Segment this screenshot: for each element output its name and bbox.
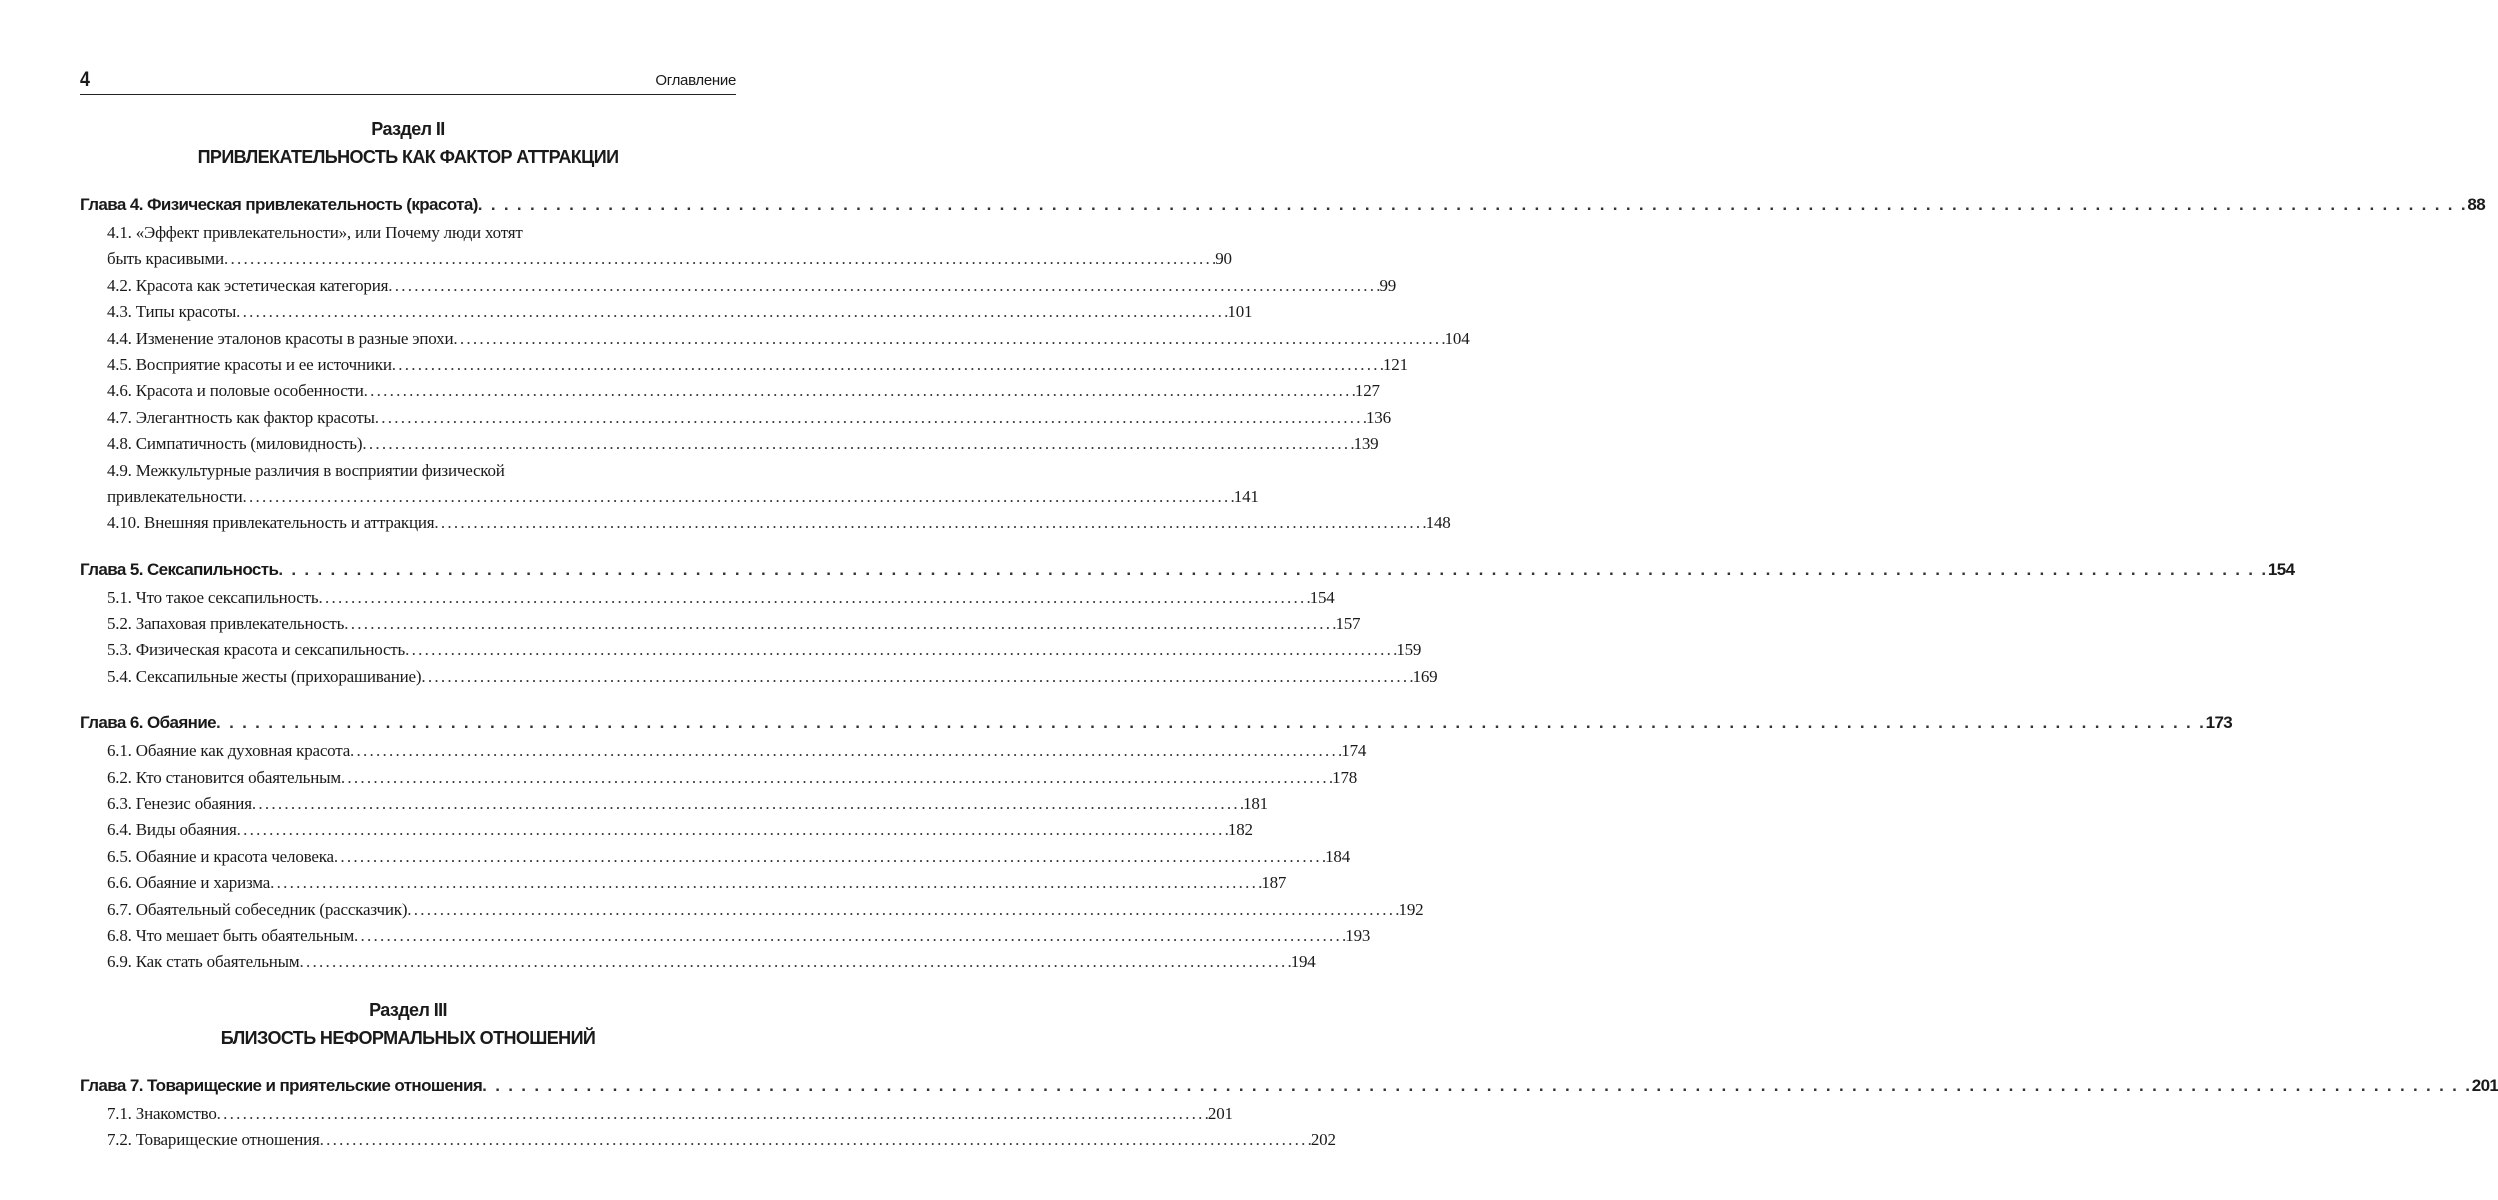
dot-leader — [278, 555, 2268, 585]
dot-leader — [405, 637, 1396, 663]
subsection-entry[interactable] — [80, 765, 1358, 791]
subsection-entry[interactable] — [80, 949, 1316, 975]
entry-page: 182 — [1227, 820, 1253, 840]
entry-title: 4.6. Красота и половые особенности — [107, 381, 364, 401]
subsection-entry[interactable] — [80, 664, 1438, 690]
entry-title: 4.5. Восприятие красоты и ее источники — [107, 354, 392, 374]
page-header — [80, 66, 736, 95]
entry-title: привлекательности — [107, 486, 243, 506]
subsection-entry[interactable] — [80, 378, 1380, 404]
section-title: ПРИВЛЕКАТЕЛЬНОСТЬ КАК ФАКТОР АТТРАКЦИИ — [197, 147, 619, 167]
section-chapters — [80, 1071, 2498, 1154]
dot-leader — [318, 585, 1309, 611]
subsection-entry[interactable] — [80, 897, 1424, 923]
subsection-entry[interactable] — [80, 1101, 1233, 1127]
subsection-entry[interactable] — [80, 431, 1379, 457]
dot-leader — [434, 510, 1425, 536]
page-number: 4 — [80, 68, 90, 91]
dot-leader — [453, 326, 1444, 352]
dot-leader — [252, 791, 1243, 817]
dot-leader — [320, 1127, 1311, 1153]
entry-title: 6.4. Виды обаяния — [107, 820, 237, 840]
subsection-entry[interactable] — [80, 326, 1470, 352]
entry-title: 4.8. Симпатичность (миловидность) — [107, 434, 363, 454]
entry-page: 99 — [1379, 275, 1397, 295]
table-of-contents — [80, 115, 2498, 1154]
entry-page: 159 — [1396, 640, 1422, 660]
section-title: БЛИЗОСТЬ НЕФОРМАЛЬНЫХ ОТНОШЕНИЙ — [220, 1027, 596, 1048]
dot-leader — [270, 870, 1261, 896]
dot-leader — [243, 484, 1234, 510]
entry-page: 202 — [1310, 1130, 1336, 1150]
entry-page: 184 — [1325, 846, 1350, 866]
dot-leader — [354, 923, 1345, 949]
section-heading — [80, 115, 736, 171]
dot-leader — [478, 190, 2468, 220]
subsection-entry[interactable] — [80, 791, 1268, 817]
entry-page: 127 — [1354, 381, 1380, 401]
dot-leader — [236, 299, 1227, 325]
entry-title: Глава 6. Обаяние — [80, 713, 217, 733]
subsection-entry[interactable] — [80, 738, 1367, 764]
entry-title: Глава 4. Физическая привлекательность (красота) — [80, 195, 478, 214]
section-chapters — [80, 190, 2486, 976]
entry-page: 104 — [1444, 328, 1470, 348]
entry-title: 5.3. Физическая красота и сексапильность — [107, 640, 406, 660]
entry-title: 6.2. Кто становится обаятельным — [107, 767, 341, 787]
entry-title: 6.5. Обаяние и красота человека — [107, 846, 334, 866]
entry-page: 154 — [2267, 559, 2295, 579]
dot-leader — [482, 1071, 2472, 1101]
dot-leader — [421, 664, 1412, 690]
subsection-entry-line: 4.9. Межкультурные различия в восприятии физической — [107, 460, 505, 480]
entry-page: 192 — [1398, 899, 1424, 919]
subsection-entry[interactable] — [80, 637, 1422, 663]
subsection-entry[interactable] — [80, 585, 1335, 611]
subsection-entry[interactable] — [80, 844, 1350, 870]
entry-title: 6.6. Обаяние и харизма — [107, 873, 271, 893]
entry-title: 7.1. Знакомство — [107, 1103, 217, 1123]
entry-page: 148 — [1425, 513, 1451, 533]
dot-leader — [334, 844, 1325, 870]
entry-title: 4.2. Красота как эстетическая категория — [107, 275, 389, 295]
entry-title: быть красивыми — [107, 249, 224, 269]
dot-leader — [237, 817, 1228, 843]
entry-page: 173 — [2205, 713, 2233, 733]
dot-leader — [344, 611, 1335, 637]
entry-title: 6.8. Что мешает быть обаятельным — [107, 925, 355, 945]
entry-page: 90 — [1215, 249, 1232, 269]
dot-leader — [362, 431, 1353, 457]
entry-title: 4.7. Элегантность как фактор красоты — [107, 407, 375, 427]
entry-title: 6.1. Обаяние как духовная красота — [107, 741, 351, 761]
entry-page: 157 — [1335, 614, 1361, 634]
entry-title: 4.4. Изменение эталонов красоты в разные эпохи — [107, 328, 454, 348]
chapter-entry[interactable] — [80, 708, 2233, 738]
section-heading — [80, 996, 736, 1052]
running-head: Оглавление — [655, 72, 736, 89]
dot-leader — [299, 949, 1290, 975]
dot-leader — [388, 273, 1379, 299]
entry-page: 187 — [1261, 873, 1287, 893]
subsection-entry[interactable] — [80, 405, 1391, 431]
dot-leader — [364, 378, 1355, 404]
dot-leader — [216, 708, 2206, 738]
dot-leader — [350, 738, 1341, 764]
entry-title: 5.2. Запаховая привлекательность — [107, 614, 345, 634]
entry-title: 6.9. Как стать обаятельным — [107, 952, 300, 972]
entry-page: 88 — [2467, 195, 2486, 214]
entry-title: 5.1. Что такое сексапильность — [107, 587, 319, 607]
chapter-entry[interactable] — [80, 1071, 2498, 1101]
subsection-entry[interactable] — [80, 870, 1287, 896]
entry-page: 193 — [1345, 925, 1371, 945]
subsection-entry[interactable] — [80, 1127, 1336, 1153]
entry-title: 7.2. Товарищеские отношения — [107, 1130, 320, 1150]
entry-page: 141 — [1233, 486, 1259, 506]
dot-leader — [392, 352, 1383, 378]
subsection-entry[interactable] — [80, 484, 1259, 510]
entry-page: 101 — [1227, 302, 1253, 322]
section-label: Раздел II — [371, 119, 445, 139]
dot-leader — [217, 1101, 1208, 1127]
entry-page: 178 — [1332, 767, 1358, 787]
subsection-entry[interactable] — [80, 923, 1371, 949]
entry-page: 181 — [1243, 794, 1268, 814]
subsection-entry-line: 4.1. «Эффект привлекательности», или Почему люди хотят — [107, 223, 523, 242]
dot-leader — [375, 405, 1366, 431]
dot-leader — [341, 765, 1332, 791]
entry-title: 6.3. Генезис обаяния — [107, 794, 252, 814]
entry-page: 169 — [1412, 666, 1438, 686]
entry-title: Глава 7. Товарищеские и приятельские отношения — [80, 1075, 483, 1095]
entry-title: 4.10. Внешняя привлекательность и аттракция — [107, 513, 435, 533]
entry-title: Глава 5. Сексапильность — [80, 559, 279, 579]
subsection-entry[interactable] — [80, 299, 1253, 325]
entry-page: 201 — [2471, 1075, 2498, 1095]
subsection-entry[interactable] — [80, 510, 1451, 536]
entry-title: 4.3. Типы красоты — [107, 302, 237, 322]
entry-page: 136 — [1365, 407, 1391, 427]
entry-page: 121 — [1382, 354, 1408, 374]
entry-page: 139 — [1353, 434, 1379, 454]
dot-leader — [224, 246, 1215, 272]
chapter-entry[interactable] — [80, 190, 2486, 220]
dot-leader — [407, 897, 1398, 923]
entry-title: 6.7. Обаятельный собеседник (рассказчик) — [107, 899, 408, 919]
entry-title: 5.4. Сексапильные жесты (прихорашивание) — [107, 666, 422, 686]
section-label: Раздел III — [369, 999, 447, 1020]
subsection-entry[interactable] — [80, 611, 1361, 637]
entry-page: 154 — [1309, 587, 1335, 607]
subsection-entry[interactable] — [80, 352, 1408, 378]
subsection-entry[interactable] — [80, 273, 1397, 299]
entry-page: 201 — [1207, 1103, 1233, 1123]
entry-page: 194 — [1290, 952, 1316, 972]
chapter-entry[interactable] — [80, 555, 2295, 585]
subsection-entry[interactable] — [80, 817, 1253, 843]
entry-page: 174 — [1341, 741, 1367, 761]
subsection-entry[interactable] — [80, 246, 1232, 272]
